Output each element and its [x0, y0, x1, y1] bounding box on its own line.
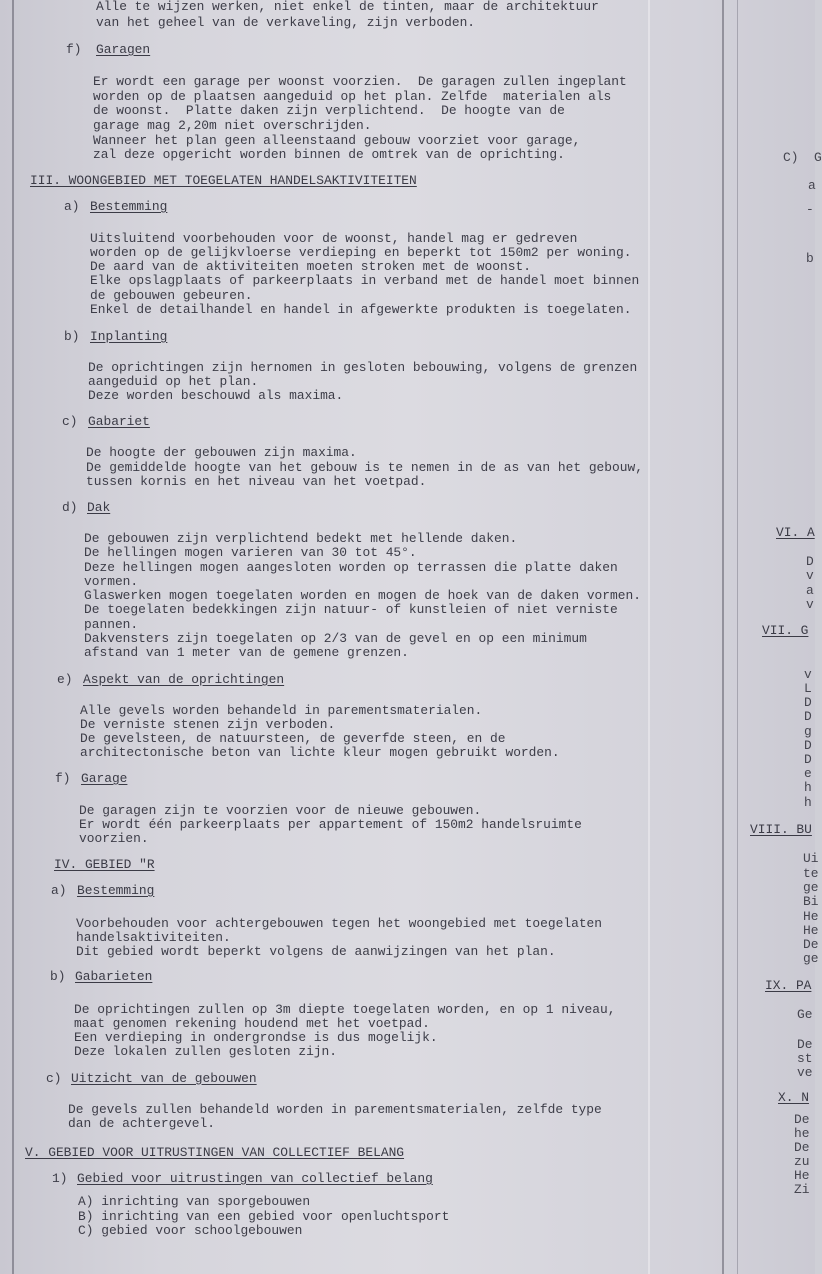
iii-f-line-3: voorzien.: [79, 831, 149, 846]
iii-a-line-6: Enkel de detailhandel en handel in afgewerkte produkten is toegelaten.: [90, 302, 632, 317]
iv-c-line-2: dan de achtergevel.: [68, 1116, 215, 1131]
right-heading-viii: VIII. BU: [750, 822, 812, 837]
iii-f-title: Garage: [81, 771, 128, 786]
iii-d-line-5: Glaswerken mogen toegelaten worden en mogen de hoek van de daken vormen.: [84, 588, 641, 603]
iv-b-title: Gabarieten: [75, 969, 153, 984]
iii-c-line-3: tussen kornis en het niveau van het voetpad.: [86, 474, 427, 489]
right-fragment: De: [794, 1112, 810, 1127]
iii-d-label: d): [62, 500, 78, 515]
iii-e-line-1: Alle gevels worden behandeld in parementsmaterialen.: [80, 703, 483, 718]
v-1-item-c: C) gebied voor schoolgebouwen: [78, 1223, 303, 1238]
iii-e-line-4: architectonische beton van lichte kleur mogen gebruikt worden.: [80, 745, 560, 760]
right-fragment: -: [806, 202, 814, 217]
iii-e-title: Aspekt van de oprichtingen: [83, 672, 285, 687]
right-fragment: ge: [803, 880, 819, 895]
iv-c-title: Uitzicht van de gebouwen: [71, 1071, 257, 1086]
iii-a-label: a): [64, 199, 80, 214]
iii-a-line-4: Elke opslagplaats of parkeerplaats in verband met de handel moet binnen: [90, 273, 640, 288]
iii-a-line-3: De aard van de aktiviteiten moeten stroken met de woonst.: [90, 259, 531, 274]
center-fold-line: [722, 0, 724, 1274]
right-fragment: He: [803, 909, 819, 924]
v-1-title: Gebied voor uitrustingen van collectief belang: [77, 1171, 433, 1186]
iv-c-label: c): [46, 1071, 62, 1086]
right-fragment: Zi: [794, 1182, 810, 1197]
right-fragment: ge: [803, 951, 819, 966]
right-fragment: He: [803, 923, 819, 938]
right-fragment: e: [804, 766, 812, 781]
right-fragment: Ui: [803, 851, 819, 866]
iii-a-line-5: de gebouwen gebeuren.: [90, 288, 253, 303]
iii-b-line-1: De oprichtingen zijn hernomen in gesloten bebouwing, volgens de grenzen: [88, 360, 638, 375]
garagen-line-5: Wanneer het plan geen alleenstaand gebouw voorziet voor garage,: [93, 133, 581, 148]
right-fragment: Ge: [797, 1007, 813, 1022]
garagen-line-4: garage mag 2,20m niet overschrijden.: [93, 118, 372, 133]
iv-a-line-3: Dit gebied wordt beperkt volgens de aanwijzingen van het plan.: [76, 944, 556, 959]
iv-b-label: b): [50, 969, 66, 984]
right-fragment: v: [806, 597, 814, 612]
section-iii-heading: III. WOONGEBIED MET TOEGELATEN HANDELSAKTIVITEITEN: [30, 173, 417, 188]
iii-d-title: Dak: [87, 500, 111, 515]
iii-a-line-2: worden op de gelijkvloerse verdieping en beperkt tot 150m2 per woning.: [90, 245, 632, 260]
iii-b-label: b): [64, 329, 80, 344]
iii-d-line-9: afstand van 1 meter van de gemene grenzen.: [84, 645, 409, 660]
right-fragment: v: [806, 568, 814, 583]
garagen-label: f): [66, 42, 82, 57]
iv-c-line-1: De gevels zullen behandeld worden in parementsmaterialen, zelfde type: [68, 1102, 602, 1117]
iii-b-line-2: aangeduid op het plan.: [88, 374, 259, 389]
iii-f-label: f): [55, 771, 71, 786]
right-fragment: a: [806, 583, 814, 598]
right-page-edge: [737, 0, 738, 1274]
right-fragment: D: [806, 554, 814, 569]
iii-d-line-3: Deze hellingen mogen aangesloten worden op terrassen die platte daken: [84, 560, 618, 575]
right-fragment: zu: [794, 1154, 810, 1169]
section-iv-heading: IV. GEBIED "R: [54, 857, 155, 872]
v-1-item-a: A) inrichting van sporgebouwen: [78, 1194, 311, 1209]
right-fragment: D: [804, 752, 812, 767]
right-heading-x: X. N: [778, 1090, 809, 1105]
right-fragment: te: [803, 866, 819, 881]
right-fragment: a: [808, 178, 816, 193]
iii-f-line-1: De garagen zijn te voorzien voor de nieuwe gebouwen.: [79, 803, 482, 818]
right-fragment: De: [803, 937, 819, 952]
iv-a-line-1: Voorbehouden voor achtergebouwen tegen het woongebied met toegelaten: [76, 916, 603, 931]
iii-e-line-2: De verniste stenen zijn verboden.: [80, 717, 336, 732]
right-fragment: L: [804, 681, 812, 696]
top-line-2: van het geheel van de verkaveling, zijn verboden.: [96, 15, 476, 30]
v-1-item-b: B) inrichting van een gebied voor openluchtsport: [78, 1209, 450, 1224]
iv-b-line-1: De oprichtingen zullen op 3m diepte toegelaten worden, en op 1 niveau,: [74, 1002, 616, 1017]
right-fragment: Bi: [803, 894, 819, 909]
iii-e-line-3: De gevelsteen, de natuursteen, de geverfde steen, en de: [80, 731, 506, 746]
section-v-heading: V. GEBIED VOOR UITRUSTINGEN VAN COLLECTIEF BELANG: [25, 1145, 405, 1160]
right-fragment: st: [797, 1051, 813, 1066]
right-fragment: He: [794, 1168, 810, 1183]
v-1-label: 1): [52, 1171, 68, 1186]
iii-d-line-6: De toegelaten bedekkingen zijn natuur- of kunstleien of niet verniste: [84, 602, 618, 617]
iv-a-title: Bestemming: [77, 883, 155, 898]
iii-d-line-4: vormen.: [84, 574, 139, 589]
right-fragment: D: [804, 709, 812, 724]
iii-d-line-8: Dakvensters zijn toegelaten op 2/3 van de gevel en op een minimum: [84, 631, 587, 646]
iii-c-title: Gabariet: [88, 414, 150, 429]
garagen-line-3: de woonst. Platte daken zijn verplichtend. De hoogte van de: [93, 103, 565, 118]
iii-c-label: c): [62, 414, 78, 429]
iii-b-title: Inplanting: [90, 329, 168, 344]
right-fragment: b: [806, 251, 814, 266]
right-fragment: v: [804, 667, 812, 682]
iii-a-line-1: Uitsluitend voorbehouden voor de woonst, handel mag er gedreven: [90, 231, 578, 246]
garagen-line-1: Er wordt een garage per woonst voorzien. De garagen zullen ingeplant: [93, 74, 627, 89]
iv-b-line-2: maat genomen rekening houdend met het voetpad.: [74, 1016, 430, 1031]
right-fragment: D: [804, 738, 812, 753]
garagen-line-2: worden op de plaatsen aangeduid op het plan. Zelfde materialen als: [93, 89, 612, 104]
right-fragment: C) G: [783, 150, 822, 165]
right-fragment: h: [804, 780, 812, 795]
paper-crease: [648, 0, 650, 1274]
iii-d-line-2: De hellingen mogen varieren van 30 tot 45°.: [84, 545, 417, 560]
iii-c-line-2: De gemiddelde hoogte van het gebouw is te nemen in de as van het gebouw,: [86, 460, 643, 475]
top-line-1: Alle te wijzen werken, niet enkel de tinten, maar de architektuur: [96, 0, 599, 14]
right-fragment: h: [804, 795, 812, 810]
iii-e-label: e): [57, 672, 73, 687]
iii-b-line-3: Deze worden beschouwd als maxima.: [88, 388, 344, 403]
iii-d-line-1: De gebouwen zijn verplichtend bedekt met hellende daken.: [84, 531, 518, 546]
iii-f-line-2: Er wordt één parkeerplaats per appartement of 150m2 handelsruimte: [79, 817, 582, 832]
right-fragment: D: [804, 695, 812, 710]
iv-a-line-2: handelsaktiviteiten.: [76, 930, 231, 945]
iii-a-title: Bestemming: [90, 199, 168, 214]
right-heading-vii: VII. G: [762, 623, 809, 638]
iii-d-line-7: pannen.: [84, 617, 139, 632]
right-fragment: De: [794, 1140, 810, 1155]
left-fold-line: [12, 0, 14, 1274]
right-fragment: ve: [797, 1065, 813, 1080]
iv-b-line-4: Deze lokalen zullen gesloten zijn.: [74, 1044, 338, 1059]
right-fragment: he: [794, 1126, 810, 1141]
right-fragment: g: [804, 724, 812, 739]
garagen-title: Garagen: [96, 42, 151, 57]
iv-a-label: a): [51, 883, 67, 898]
iii-c-line-1: De hoogte der gebouwen zijn maxima.: [86, 445, 357, 460]
iv-b-line-3: Een verdieping in ondergrondse is dus mogelijk.: [74, 1030, 438, 1045]
garagen-line-6: zal deze opgericht worden binnen de omtrek van de oprichting.: [93, 147, 565, 162]
right-heading-vi: VI. A: [776, 525, 815, 540]
right-heading-ix: IX. PA: [765, 978, 812, 993]
right-fragment: De: [797, 1037, 813, 1052]
